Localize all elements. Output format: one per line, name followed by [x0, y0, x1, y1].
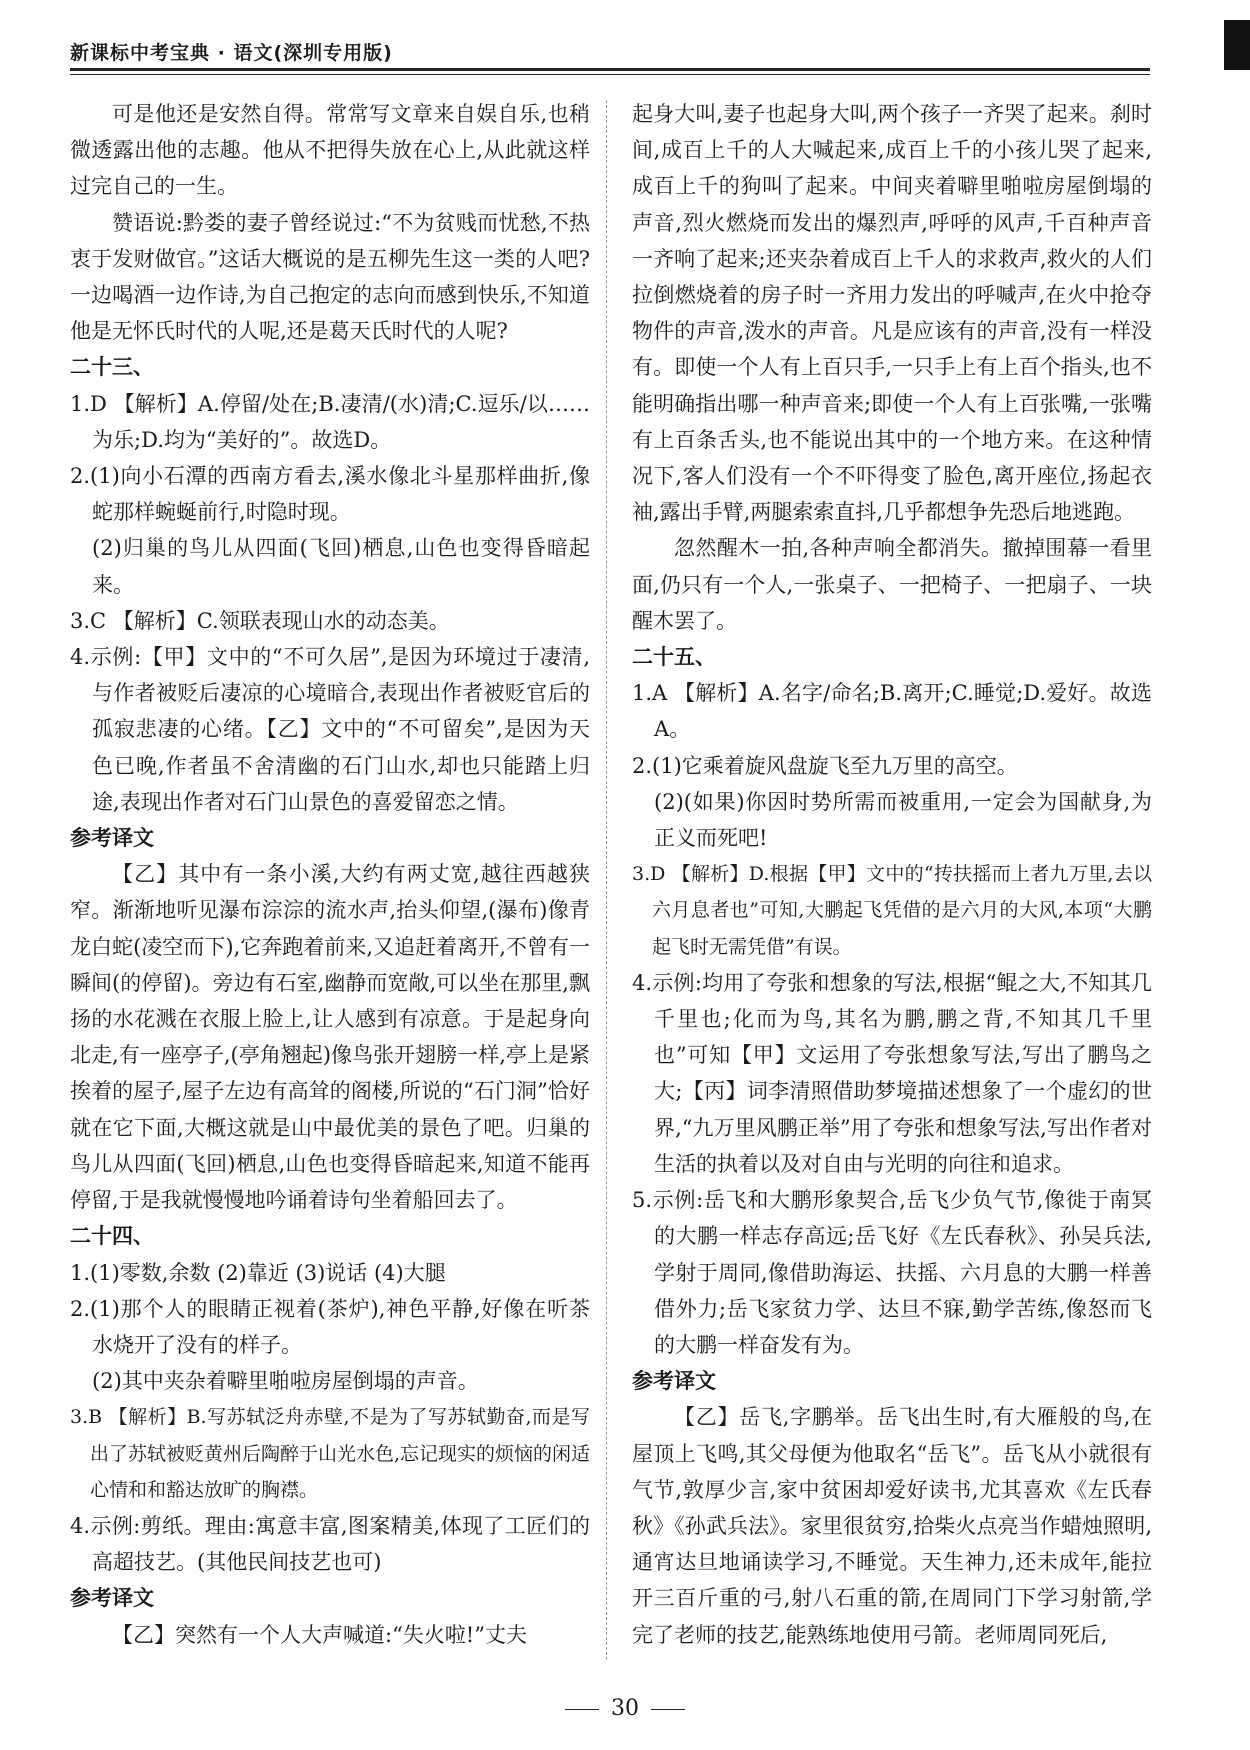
reference-translation-text: 【乙】突然有一个人大声喊道:“失火啦!”丈夫: [112, 1622, 527, 1647]
continued-paragraph: 起身大叫,妻子也起身大叫,两个孩子一齐哭了起来。刹时间,成百上千的人大喊起来,成百上千的小孩儿哭了起来,成百上千的狗叫了起来。中间夹着噼里啪啦房屋倒塌的声音,烈火燃烧而发出的爆烈声,呼呼的风声,千百种声音一齐响了起来;还夹杂着成百上千人的求救声,救火的人们拉倒燃烧着的房子时一齐用力发出的呼喊声,在火中抢夺物件的声音,泼水的声音。凡是应该有的声音,没有一样没有。即使一个人有上百只手,一只手上有上百个指头,也不能明确指出哪一种声音来;即使一个人有上百张嘴,一张嘴有上百条舌头,也不能说出其中的一个地方来。在这种情况下,客人们没有一个不吓得变了脸色,离开座位,扬起衣袖,露出手臂,两腿索索直抖,几乎都想争先恐后地逃跑。: [632, 102, 1152, 525]
answer-25-4: 4.示例:均用了夸张和想象的写法,根据“鲲之大,不知其几千里也;化而为鸟,其名为鹏,鹏之背,不知其几千里也”可知【甲】文运用了夸张想象写法,写出了鹏鸟之大;【丙】词李清照借助梦境描述想象了一个虚幻的世界,“九万里风鹏正举”用了夸张和想象写法,写出作者对生活的执着以及对自由与光明的向往和追求。: [632, 970, 1152, 1176]
answer-25-3: 3.D 【解析】D.根据【甲】文中的“抟扶摇而上者九万里,去以六月息者也”可知,大鹏起飞凭借的是六月的大风,本项“大鹏起飞时无需凭借”有误。: [632, 863, 1152, 958]
column-divider: [606, 100, 607, 1660]
zan-paragraph: 赞语说:黔娄的妻子曾经说过:“不为贫贱而忧愁,不热衷于发财做官。”这话大概说的是五柳先生这一类的人吧?一边喝酒一边作诗,为自己抱定的志向而感到快乐,不知道他是无怀氏时代的人呢,还是葛天氏时代的人呢?: [70, 210, 590, 344]
ending-paragraph: 忽然醒木一拍,各种声响全都消失。撤掉围幕一看里面,仍只有一个人,一张桌子、一把椅子、一把扇子、一块醒木罢了。: [632, 536, 1152, 633]
answer-25-2a: 2.(1)它乘着旋风盘旋飞至九万里的高空。: [632, 753, 1018, 778]
answer-25-5: 5.示例:岳飞和大鹏形象契合,岳飞少负气节,像徙于南冥的大鹏一样志存高远;岳飞好《左氏春秋》、孙吴兵法,学射于周同,像借助海运、扶摇、六月息的大鹏一样善借外力;岳飞家贫力学、达旦不寐,勤学苦练,像怒而飞的大鹏一样奋发有为。: [632, 1188, 1152, 1357]
section-heading-24: 二十四、: [70, 1224, 154, 1249]
answer-23-3: 3.C 【解析】C.领联表现山水的动态美。: [70, 608, 450, 633]
answer-24-2a: 2.(1)那个人的眼睛正视着(茶炉),神色平静,好像在听茶水烧开了没有的样子。: [70, 1296, 590, 1357]
page-footer: [0, 1696, 1250, 1721]
right-column: [632, 96, 1152, 1653]
footer-dash: [565, 1709, 599, 1710]
answer-24-1: 1.(1)零数,余数 (2)靠近 (3)说话 (4)大腿: [70, 1260, 446, 1285]
reference-translation-text: 【乙】其中有一条小溪,大约有两丈宽,越往西越狭窄。渐渐地听见瀑布淙淙的流水声,抬头仰望,(瀑布)像青龙白蛇(凌空而下),它奔跑着前来,又追赶着离开,不曾有一瞬间(的停留)。旁边有石室,幽静而宽敞,可以坐在那里,飘扬的水花溅在衣服上脸上,让人感到有凉意。于是起身向北走,有一座亭子,(亭角翘起)像鸟张开翅膀一样,亭上是紧挨着的屋子,屋子左边有高耸的阁楼,所说的“石门洞”恰好就在它下面,大概这就是山中最优美的景色了吧。归巢的鸟儿从四面(飞回)栖息,山色也变得昏暗起来,知道不能再停留,于是我就慢慢地吟诵着诗句坐着船回去了。: [70, 862, 590, 1213]
answer-25-2b: (2)(如果)你因时势所需而被重用,一定会为国献身,为正义而死吧!: [654, 789, 1152, 851]
intro-paragraph: 可是他还是安然自得。常常写文章来自娱自乐,也稍微透露出他的志趣。他从不把得失放在心上,从此就这样过完自己的一生。: [70, 102, 590, 199]
reference-translation-text: 【乙】岳飞,字鹏举。岳飞出生时,有大雁般的鸟,在屋顶上飞鸣,其父母便为他取名“岳飞”。岳飞从小就很有气节,敦厚少言,家中贫困却爱好读书,尤其喜欢《左氏春秋》《孙武兵法》。家里很贫穷,拾柴火点亮当作蜡烛照明,通宵达旦地诵读学习,不睡觉。天生神力,还未成年,能拉开三百斤重的弓,射八石重的箭,在周同门下学习射箭,学完了老师的技艺,能熟练地使用弓箭。老师周同死后,: [632, 1405, 1152, 1647]
crop-mark: [1224, 20, 1250, 70]
reference-translation-heading: 参考译文: [70, 826, 154, 851]
header-rule-thin: [70, 74, 1150, 75]
reference-translation-heading: 参考译文: [70, 1586, 154, 1611]
answer-23-2a: 2.(1)向小石潭的西南方看去,溪水像北斗星那样曲折,像蛇那样蜿蜒前行,时隐时现。: [70, 464, 590, 525]
answer-24-2b: (2)其中夹杂着噼里啪啦房屋倒塌的声音。: [92, 1369, 479, 1394]
reference-translation-heading: 参考译文: [632, 1369, 716, 1394]
book-title: 新课标中考宝典 · 语文(深圳专用版): [70, 42, 393, 64]
answer-24-4: 4.示例:剪纸。理由:寓意丰富,图案精美,体现了工匠们的高超技艺。(其他民间技艺也可): [70, 1513, 590, 1575]
section-heading-25: 二十五、: [632, 645, 716, 670]
answer-24-3: 3.B 【解析】B.写苏轼泛舟赤壁,不是为了写苏轼勤奋,而是写出了苏轼被贬黄州后陶醉于山光水色,忘记现实的烦恼的闲适心情和和豁达放旷的胸襟。: [70, 1406, 590, 1501]
header-rule-thick: [70, 68, 1150, 71]
section-heading-23: 二十三、: [70, 355, 154, 380]
footer-dash: [651, 1709, 685, 1710]
answer-23-2b: (2)归巢的鸟儿从四面(飞回)栖息,山色也变得昏暗起来。: [92, 536, 590, 597]
page-number: 30: [611, 1696, 639, 1721]
answer-25-1: 1.A 【解析】A.名字/命名;B.离开;C.睡觉;D.爱好。故选A。: [632, 681, 1152, 742]
answer-23-4: 4.示例:【甲】文中的“不可久居”,是因为环境过于凄清,与作者被贬后凄凉的心境暗合,表现出作者被贬官后的孤寂悲凄的心绪。【乙】文中的“不可留矣”,是因为天色已晚,作者虽不舍清幽的石门山水,却也只能踏上归途,表现出作者对石门山景色的喜爱留恋之情。: [70, 645, 590, 814]
left-column: [70, 96, 590, 1653]
answer-23-1: 1.D 【解析】A.停留/处在;B.凄清/(水)清;C.逗乐/以……为乐;D.均为“美好的”。故选D。: [70, 391, 590, 452]
